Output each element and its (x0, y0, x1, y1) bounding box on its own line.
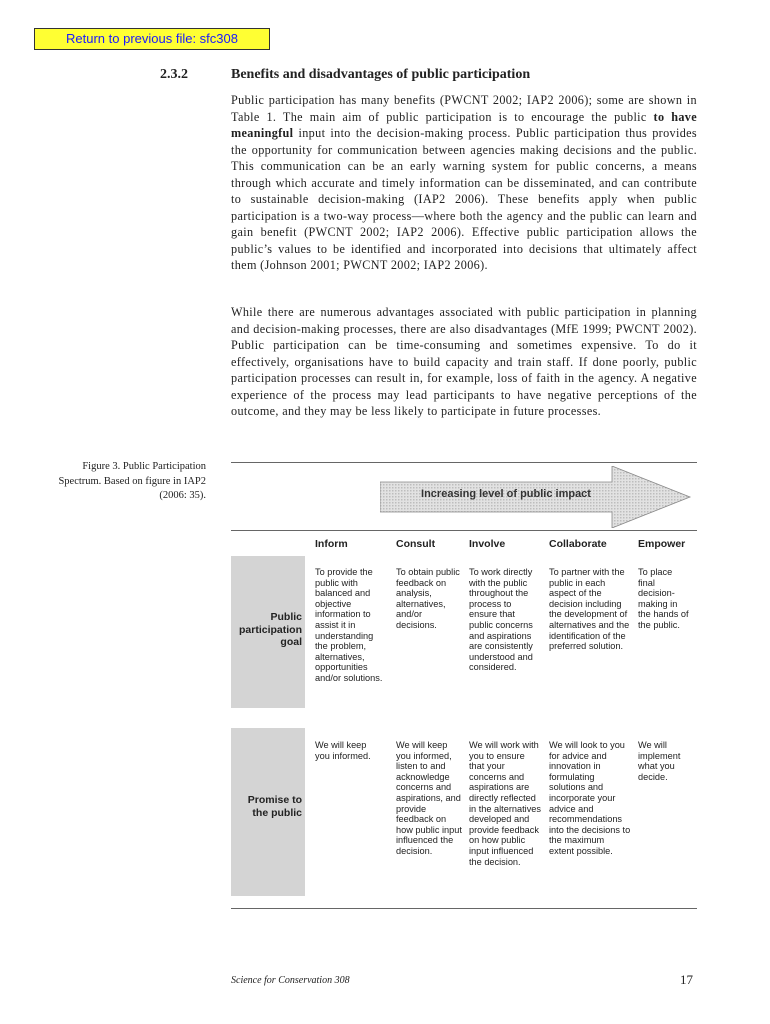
row-label-goal (231, 556, 305, 708)
bold-phrase: to have meaningful (231, 109, 697, 140)
cell-goal-collaborate: To partner with the public in each aspect of the decision including the development of alternatives and the identification of the preferred solution. (549, 567, 630, 652)
column-header-collaborate: Collaborate (549, 538, 607, 550)
cell-promise-involve: We will work with you to ensure that your concerns and aspirations are directly reflected in the alternatives developed and provide feedback on how public input influenced the decision. (469, 740, 542, 867)
figure-bottom-rule (231, 908, 697, 909)
column-header-involve: Involve (469, 538, 506, 550)
page-number: 17 (680, 972, 693, 987)
return-to-previous-file-link[interactable]: Return to previous file: sfc308 (34, 28, 270, 50)
paragraph-benefits: Public participation has many benefits (PWCNT 2002; IAP2 2006); some are shown in Table 1. The main aim of public participation is to encourage the public to have meaningful input into the decision-making process. Public participation thus provides the opportunity for communication between agencies making decisions and the public. This communication can be an early warning system for public concerns, a means through which accurate and timely information can be disseminated, and can contribute to sustainable decision-making (IAP2 2006). These benefits apply when public participation is a two-way process—where both the agency and the public can learn and gain benefit (PWCNT 2002; IAP2 2006). Effective public participation allows the public’s values to be identified and incorporated into decisions that ultimately affect them (Johnson 2001; PWCNT 2002; IAP2 2006). (231, 93, 697, 272)
section-title: Benefits and disadvantages of public participation (231, 67, 531, 82)
cell-goal-involve: To work directly with the public throughout the process to ensure that public concerns and aspirations are consistently understood and considered. (469, 567, 533, 673)
cell-promise-empower: We will implement what you decide. (638, 740, 681, 782)
arrow-label: Increasing level of public impact (421, 488, 591, 500)
column-header-inform: Inform (315, 538, 348, 550)
figure-caption: Figure 3. Public Participation Spectrum. Based on figure in IAP2 (2006: 35). (58, 461, 206, 501)
cell-promise-inform: We will keep you informed. (315, 740, 371, 761)
column-header-consult: Consult (396, 538, 436, 550)
paragraph-disadvantages: While there are numerous advantages associated with public participation in planning and decision-making processes, there are also disadvantages (MfE 1999; PWCNT 2002). Public participation can be time-consuming and sometimes expensive. To do it effectively, organisations have to build capacity and train staff. If done poorly, public participation processes can result in, for example, loss of faith in the agency. A negative experience of the process may lead participants to have negative perceptions of the outcome, and they may be less likely to participate in future processes. (231, 305, 697, 418)
section-number: 2.3.2 (160, 67, 188, 82)
impact-arrow (380, 466, 692, 528)
cell-goal-inform: To provide the public with balanced and objective information to assist it in understanding the problem, alternatives, opportunities and/or solutions. (315, 567, 383, 683)
row-label-promise-text: Promise to the public (247, 794, 302, 819)
cell-promise-consult: We will keep you informed, listen to and acknowledge concerns and aspirations, and provide feedback on how public input influenced the decision. (396, 740, 462, 856)
figure-top-rule (231, 462, 697, 463)
cell-goal-empower: To place final decision-making in the hands of the public. (638, 567, 689, 630)
cell-promise-collaborate: We will look to you for advice and innovation in formulating solutions and incorporate your advice and recommendations into the decisions to the maximum extent possible. (549, 740, 631, 856)
cell-goal-consult: To obtain public feedback on analysis, alternatives, and/or decisions. (396, 567, 460, 630)
row-label-promise (231, 728, 305, 896)
header-rule (231, 530, 697, 531)
column-header-empower: Empower (638, 538, 686, 550)
publication-title: Science for Conservation 308 (231, 975, 350, 986)
row-label-goal-text: Public participation goal (238, 611, 302, 648)
